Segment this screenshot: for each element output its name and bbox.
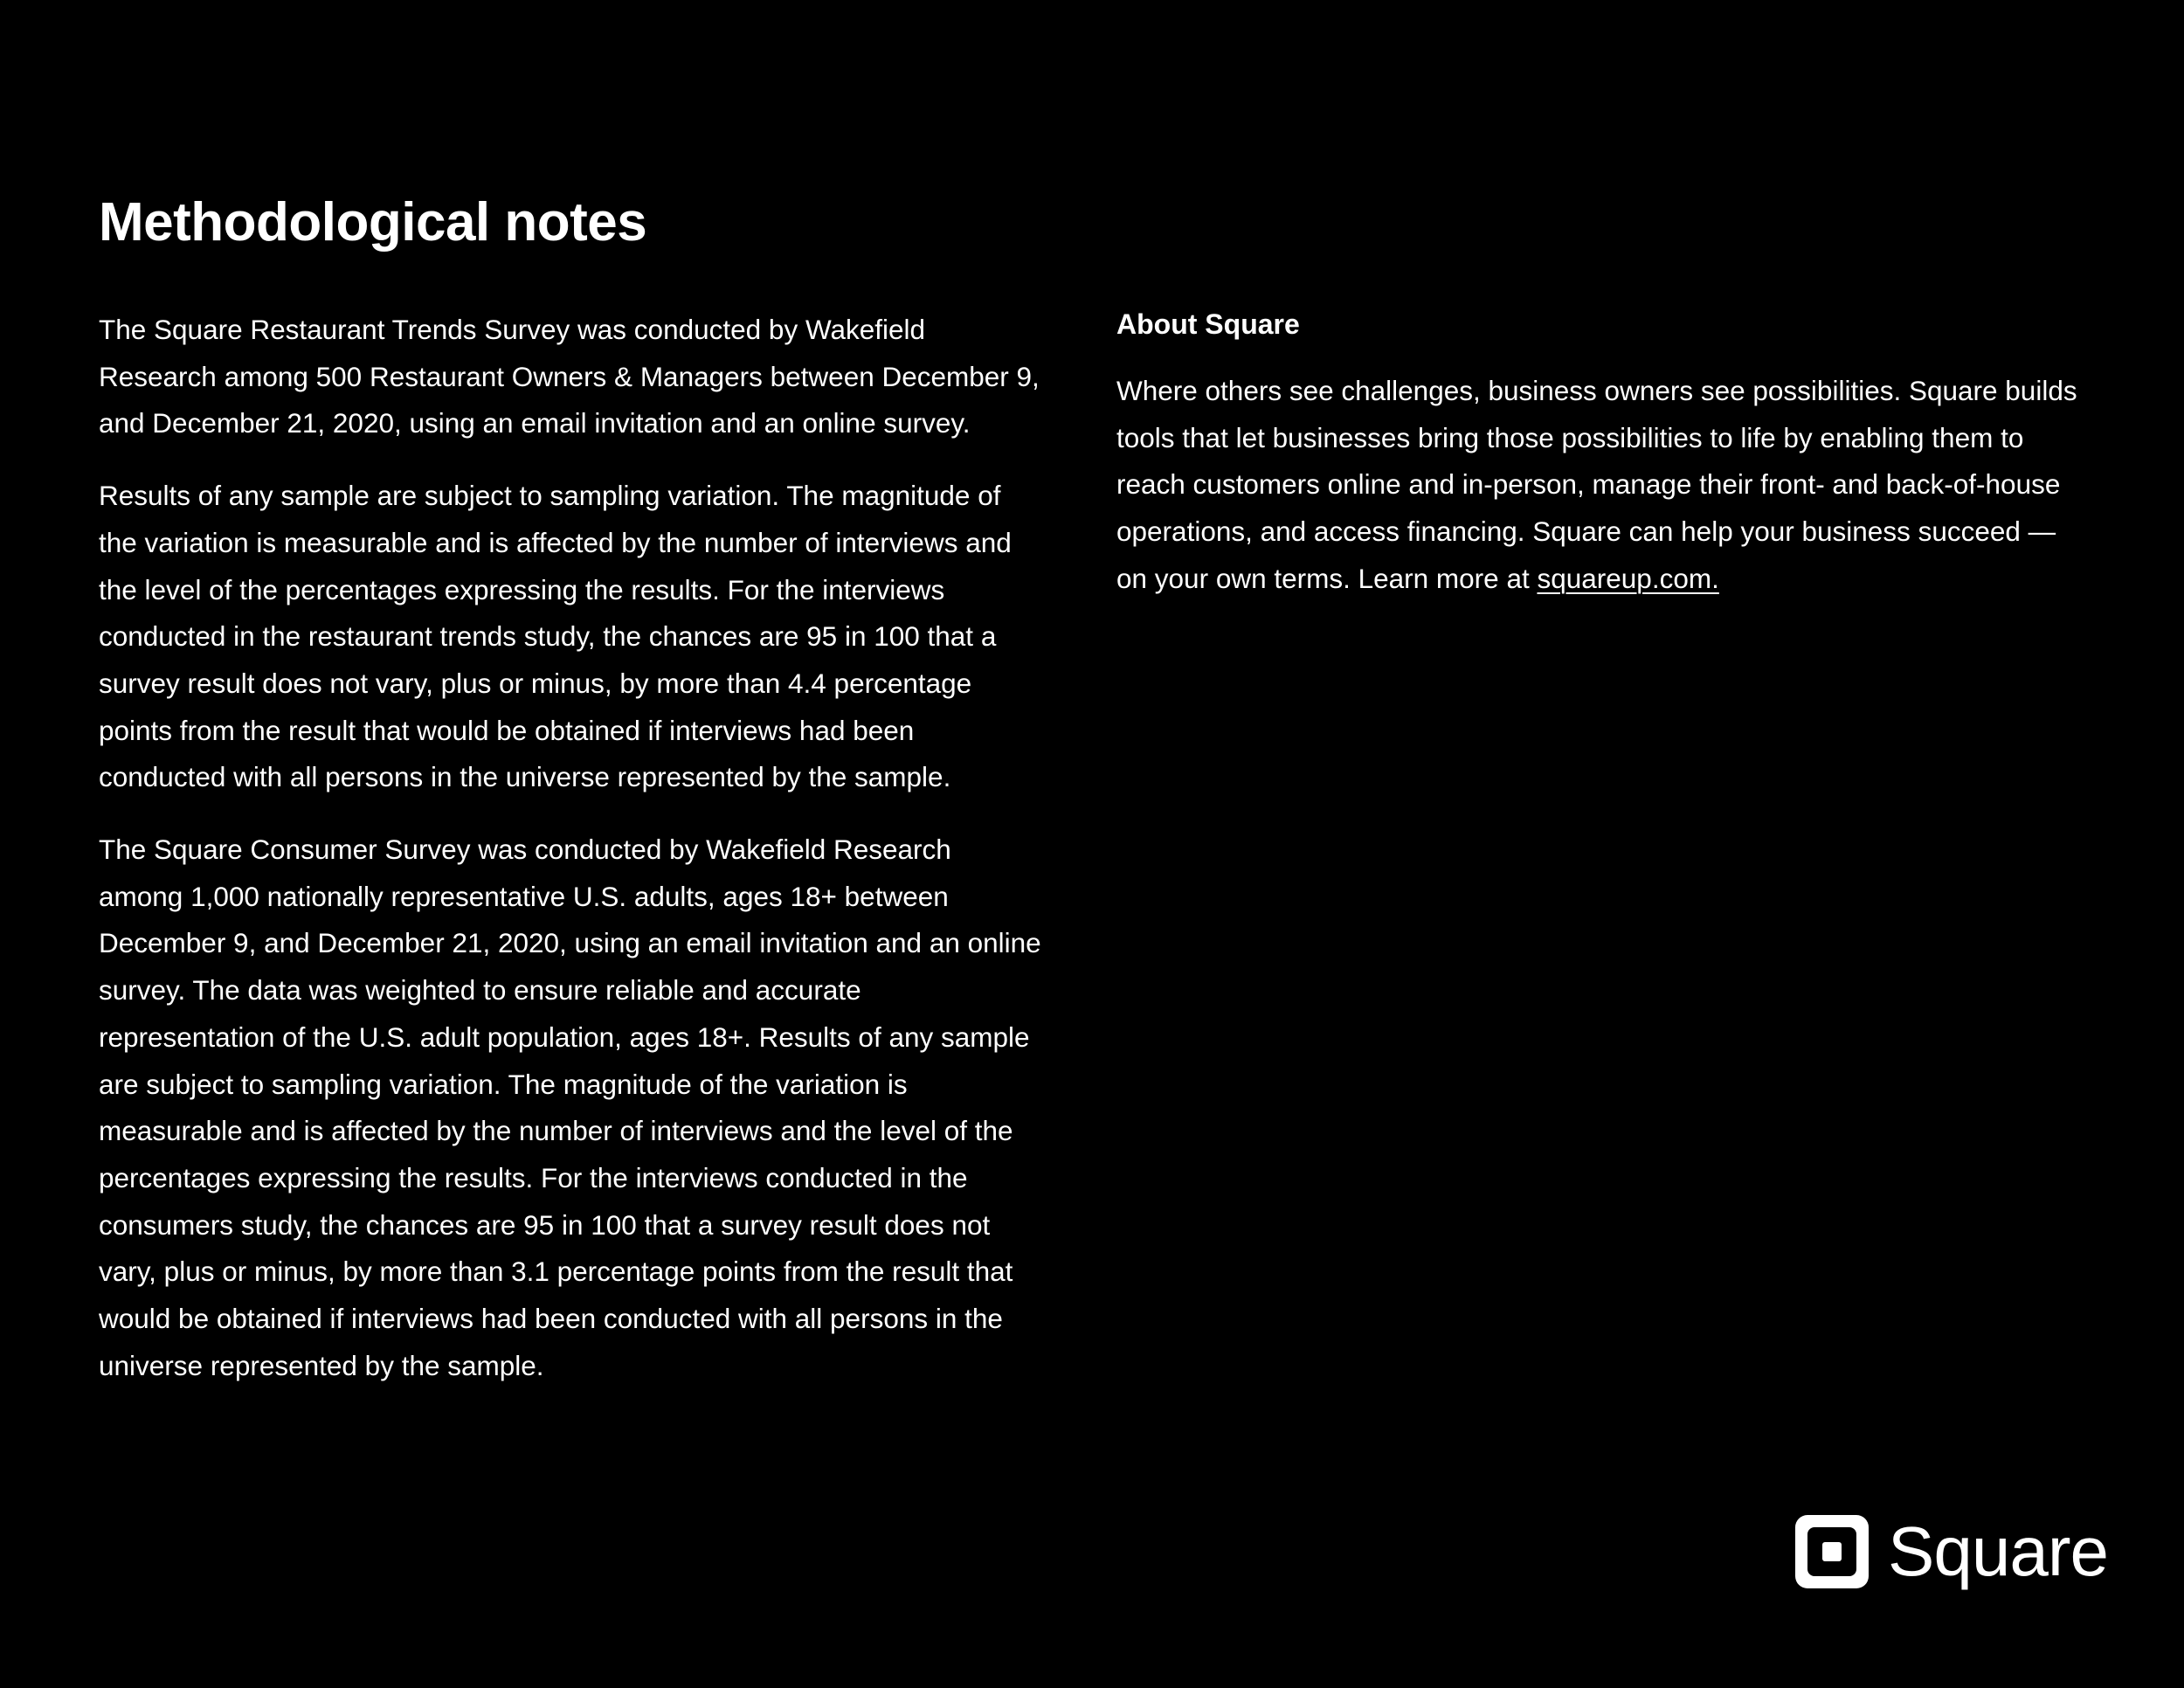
square-logo-icon [1795, 1515, 1869, 1588]
methodology-column [99, 307, 1042, 1415]
consumer-survey-paragraph: The Square Consumer Survey was conducted by Wakefield Research among 1,000 nationally representative U.S. adults, ages 18+ between December 9, and December 21, 2020, using an email invitation and an online survey. The data was weighted to ensure reliable and accurate representation of the U.S. adult population, ages 18+. Results of any sample are subject to sampling variation. The magnitude of the variation is measurable and is affected by the number of interviews and the level of the percentages expressing the results. For the interviews conducted in the consumers study, the chances are 95 in 100 that a survey result does not vary, plus or minus, by more than 3.1 percentage points from the result that would be obtained if interviews had been conducted with all persons in the universe represented by the sample. [99, 834, 1041, 1381]
logo-wordmark: Square [1888, 1512, 2108, 1590]
page-title: Methodological notes [99, 192, 647, 253]
about-heading: About Square [1116, 308, 1300, 340]
about-text: Where others see challenges, business owners see possibilities. Square builds tools that let businesses bring those possibilities to life by enabling them to reach customers online and in-person, manage their front- and back-of-house operations, and access financing. Square can help your business succeed — on your own terms. Learn more at [1116, 375, 2077, 594]
about-square-column [1116, 301, 2086, 628]
sampling-variation-paragraph: Results of any sample are subject to sampling variation. The magnitude of the variation is measurable and is affected by the number of interviews and the level of the percentages expressing the results. For the interviews conducted in the restaurant trends study, the chances are 95 in 100 that a survey result does not vary, plus or minus, by more than 4.4 percentage points from the result that would be obtained if interviews had been conducted with all persons in the universe represented by the sample. [99, 480, 1012, 793]
restaurant-survey-paragraph: The Square Restaurant Trends Survey was conducted by Wakefield Research among 500 Restaurant Owners & Managers between December 9, and December 21, 2020, using an email invitation and an online survey. [99, 314, 1040, 439]
square-logo [1795, 1512, 2108, 1590]
about-paragraph [1116, 368, 2086, 603]
squareup-link[interactable]: squareup.com. [1537, 562, 1719, 594]
